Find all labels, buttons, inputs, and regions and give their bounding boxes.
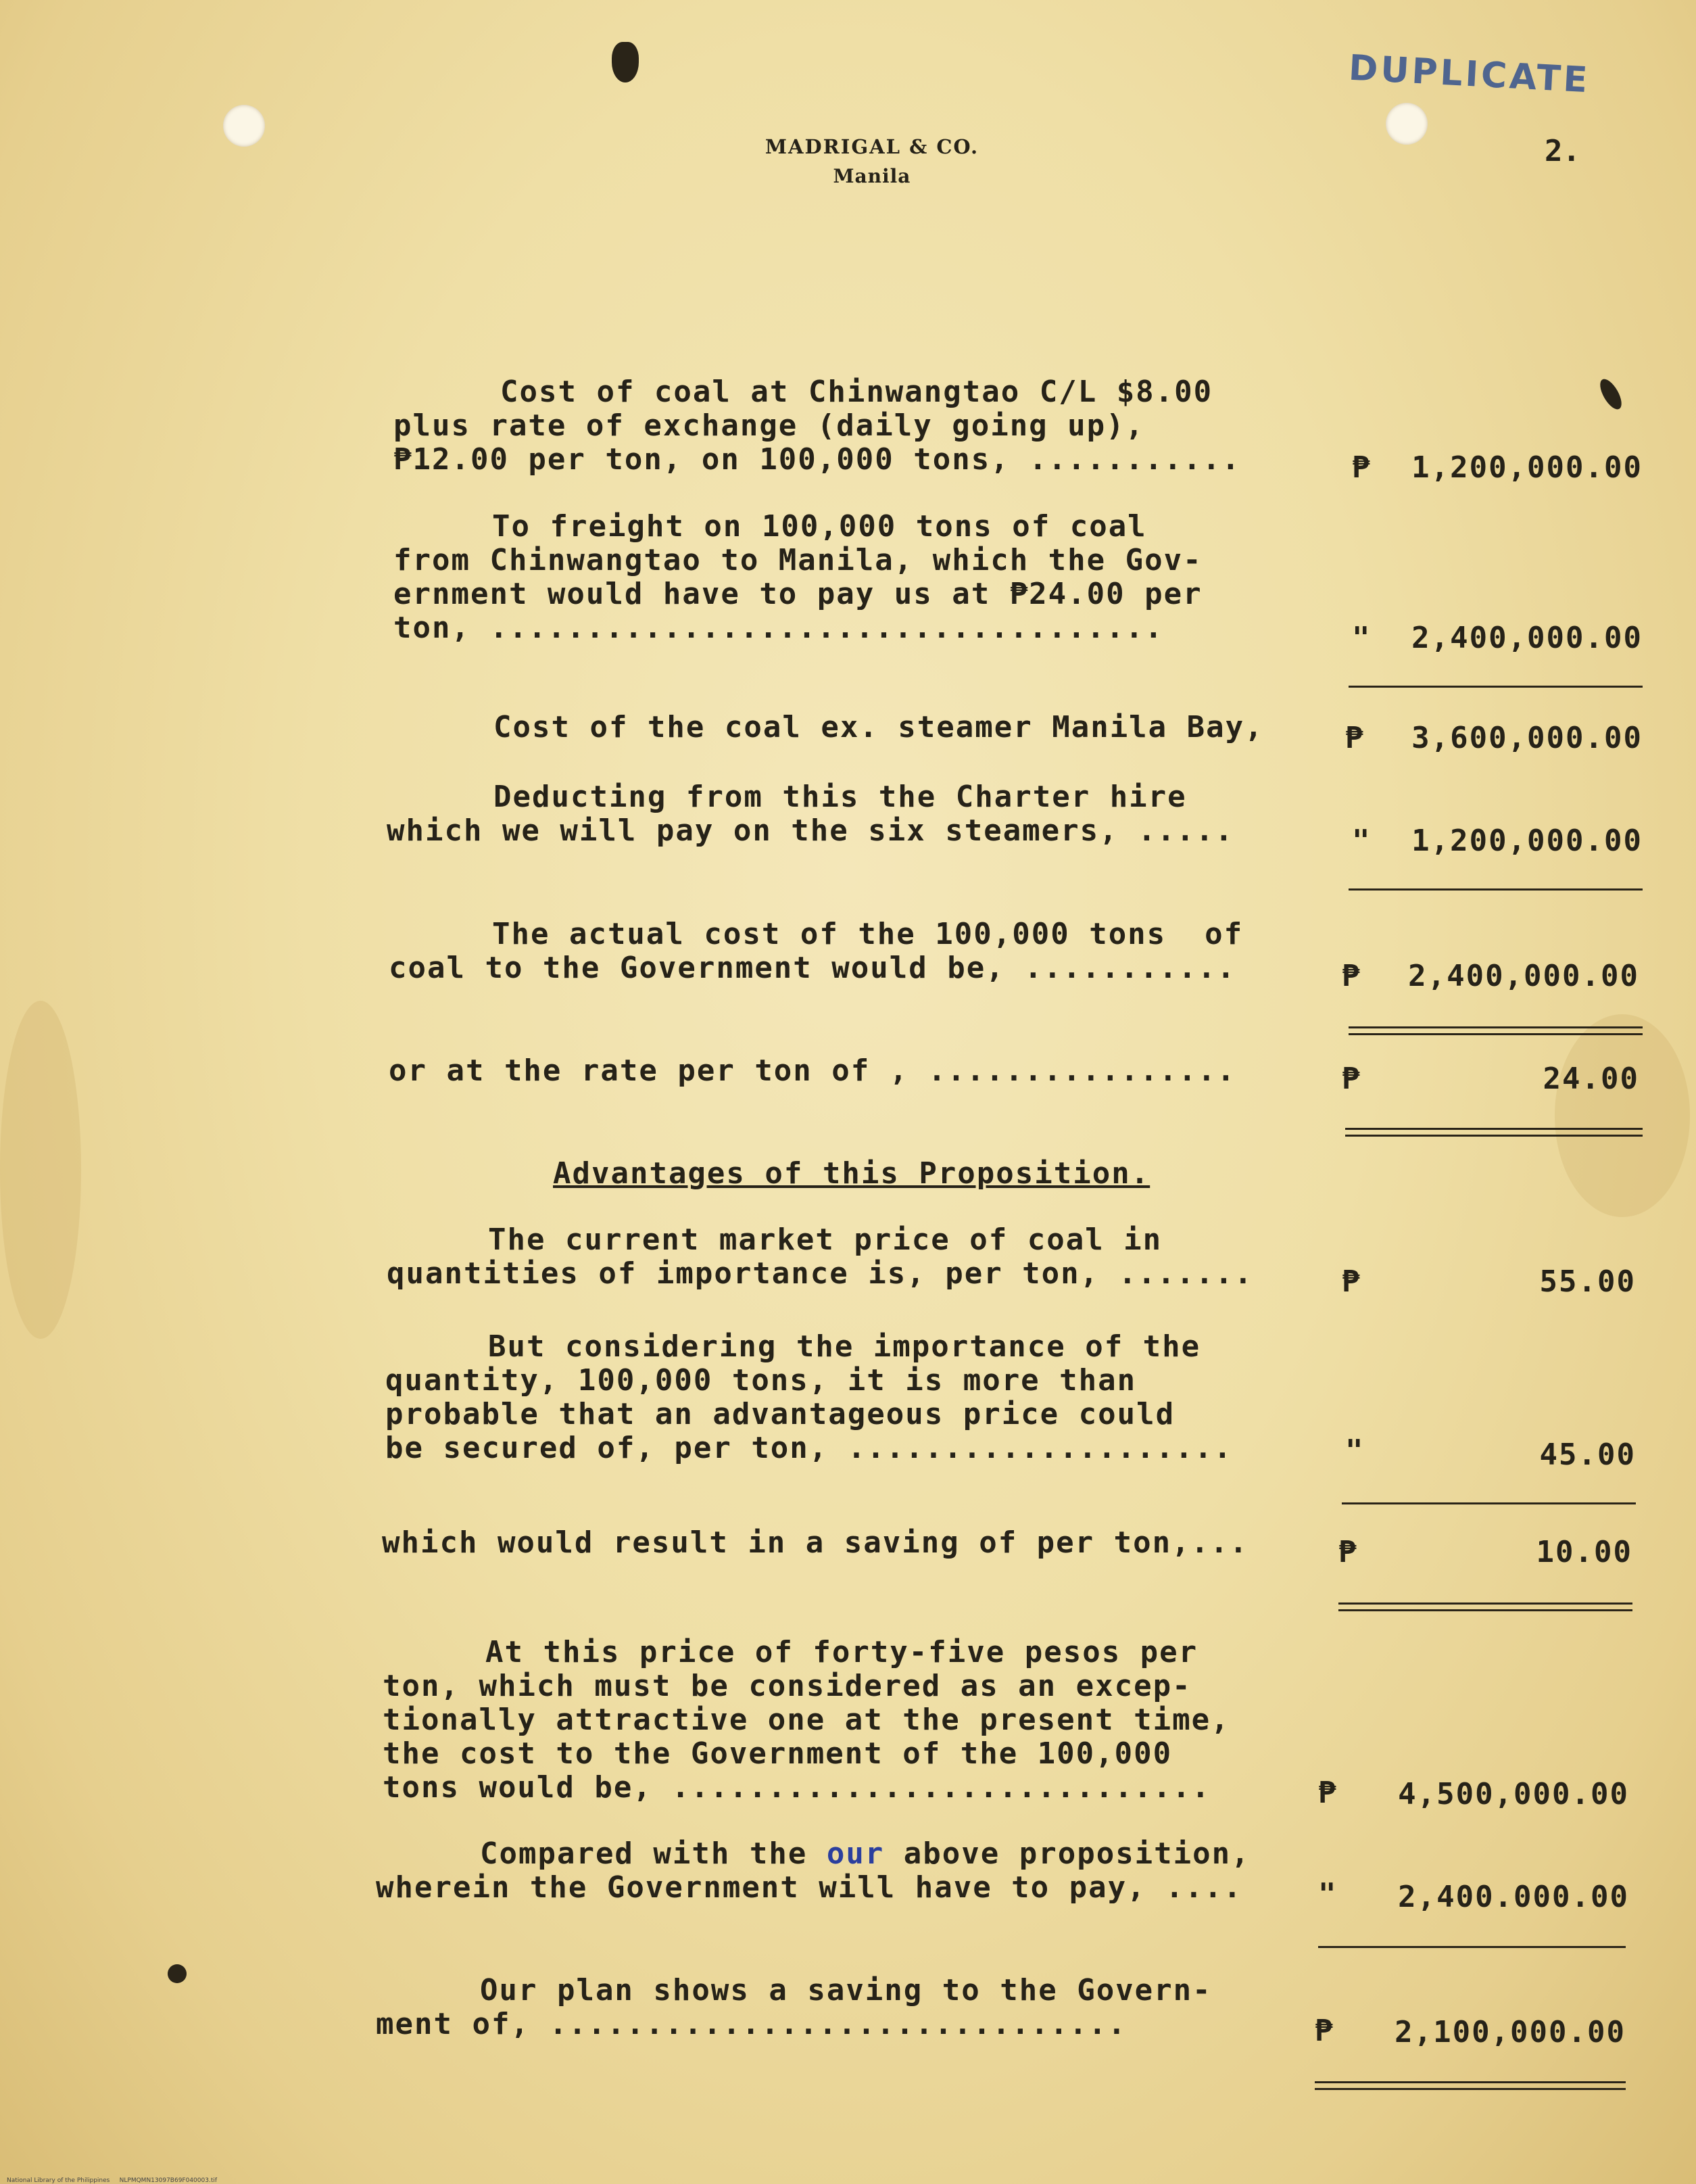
text-line: At this price of forty-five pesos per <box>485 1635 1198 1669</box>
section-heading: Advantages of this Proposition. <box>553 1156 1150 1191</box>
amount: 3,600,000.00 <box>1411 721 1643 755</box>
text-line: The actual cost of the 100,000 tons of <box>492 917 1244 951</box>
text-fragment: above proposition, <box>884 1836 1251 1871</box>
currency-symbol: ₱ <box>1342 1264 1360 1299</box>
text-line: the cost to the Government of the 100,000 <box>383 1736 1173 1771</box>
amount: 45.00 <box>1539 1438 1636 1472</box>
text-line: ernment would have to pay us at ₱24.00 per <box>393 577 1203 611</box>
text-line: from Chinwangtao to Manila, which the Gov- <box>393 543 1203 577</box>
text-line: Cost of coal at Chinwangtao C/L $8.00 <box>500 375 1213 409</box>
rule-line <box>1349 888 1643 891</box>
duplicate-stamp: DUPLICATE <box>1347 47 1591 101</box>
rule-line <box>1349 1033 1643 1035</box>
text-line: which would result in a saving of per ton,... <box>382 1525 1249 1560</box>
ditto-mark: " <box>1318 1877 1336 1912</box>
punch-hole <box>1386 103 1428 145</box>
amount: 1,200,000.00 <box>1411 824 1643 858</box>
text-line: quantity, 100,000 tons, it is more than <box>385 1363 1137 1398</box>
text-line: or at the rate per ton of , ................ <box>389 1053 1236 1088</box>
amount: 2,100,000.00 <box>1395 2015 1626 2049</box>
text-line: be secured of, per ton, .................... <box>385 1431 1233 1465</box>
currency-symbol: ₱ <box>1342 1062 1360 1096</box>
currency-symbol: ₱ <box>1345 721 1363 755</box>
paper-stain <box>1555 1014 1690 1217</box>
currency-symbol: ₱ <box>1338 1535 1357 1569</box>
amount: 10.00 <box>1536 1535 1632 1569</box>
text-line: tionally attractive one at the present time, <box>383 1703 1230 1737</box>
currency-symbol: ₱ <box>1342 959 1360 993</box>
text-line: coal to the Government would be, ........... <box>389 951 1236 985</box>
letterhead-company: MADRIGAL & CO. <box>765 135 979 158</box>
text-line: which we will pay on the six steamers, ..... <box>387 813 1234 848</box>
text-line: To freight on 100,000 tons of coal <box>492 509 1147 544</box>
text-line: quantities of importance is, per ton, ....... <box>387 1256 1254 1291</box>
ink-blot <box>612 42 639 82</box>
punch-hole <box>223 105 265 147</box>
text-line: ton, which must be considered as an excep- <box>383 1669 1192 1703</box>
letterhead-city: Manila <box>833 165 911 187</box>
currency-symbol: ₱ <box>1352 450 1370 485</box>
text-line: Our plan shows a saving to the Govern- <box>480 1973 1212 2008</box>
rule-line <box>1338 1609 1632 1611</box>
rule-line <box>1315 2081 1626 2083</box>
rule-line <box>1345 1128 1643 1130</box>
amount: 2,400,000.00 <box>1408 959 1639 993</box>
text-line: The current market price of coal in <box>488 1222 1163 1257</box>
ditto-mark: " <box>1345 1433 1363 1468</box>
amount: 24.00 <box>1543 1062 1639 1096</box>
archive-footer: National Library of the Philippines NLPMQMN13097B69F040003.tif <box>7 2177 218 2184</box>
ink-blot <box>168 1964 187 1983</box>
text-line <box>480 1838 1251 1870</box>
page-number: 2. <box>1545 134 1580 168</box>
ditto-mark: " <box>1352 621 1370 655</box>
rule-line <box>1349 1026 1643 1028</box>
currency-symbol: ₱ <box>1315 2014 1333 2048</box>
text-line: probable that an advantageous price could <box>385 1397 1176 1431</box>
text-line: wherein the Government will have to pay, .... <box>376 1870 1243 1905</box>
text-line: But considering the importance of the <box>488 1329 1201 1364</box>
text-line: ₱12.00 per ton, on 100,000 tons, ........... <box>393 442 1241 477</box>
currency-symbol: ₱ <box>1318 1776 1336 1810</box>
handwritten-correction: our <box>826 1836 885 1871</box>
text-line: Cost of the coal ex. steamer Manila Bay, <box>493 710 1264 744</box>
amount: 1,200,000.00 <box>1411 450 1643 485</box>
rule-line <box>1315 2088 1626 2090</box>
rule-line <box>1349 686 1643 688</box>
text-line: plus rate of exchange (daily going up), <box>393 408 1145 443</box>
amount: 55.00 <box>1539 1264 1636 1299</box>
amount: 4,500,000.00 <box>1398 1777 1629 1811</box>
text-line: ton, ................................... <box>393 611 1164 645</box>
rule-line <box>1345 1135 1643 1137</box>
rule-line <box>1342 1502 1636 1504</box>
paper-stain <box>0 1001 81 1339</box>
rule-line <box>1338 1603 1632 1605</box>
text-line: ment of, .............................. <box>376 2007 1128 2041</box>
rule-line <box>1318 1946 1626 1948</box>
text-line: Deducting from this the Charter hire <box>493 780 1187 814</box>
ink-blot <box>1596 376 1626 412</box>
ditto-mark: " <box>1352 824 1370 858</box>
amount: 2,400.000.00 <box>1398 1880 1629 1914</box>
text-fragment: Compared with the <box>480 1836 827 1871</box>
amount: 2,400,000.00 <box>1411 621 1643 655</box>
text-line: tons would be, ............................ <box>383 1770 1211 1805</box>
